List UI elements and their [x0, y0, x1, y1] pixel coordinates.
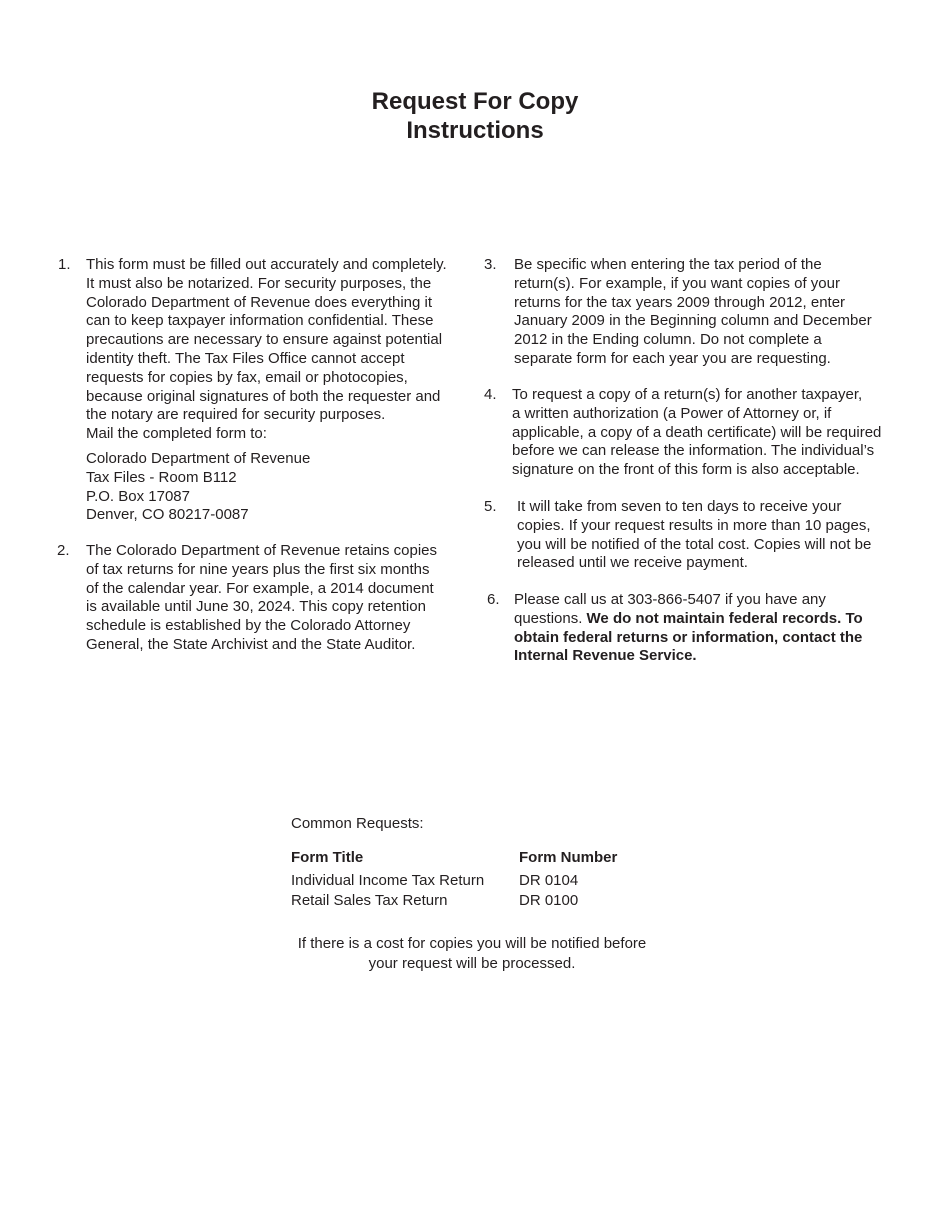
text-line: is available until June 30, 2024. This copy retention [86, 598, 426, 616]
item-number: 3. [484, 256, 497, 273]
text-line: can to keep taxpayer information confidential. These [86, 312, 434, 330]
text-line: separate form for each year you are requesting. [514, 349, 831, 367]
instruction-4-text [512, 386, 881, 480]
text-line-bold [514, 647, 863, 666]
column-header-form-title: Form Title [291, 849, 364, 866]
text-line: precautions are necessary to ensure against potential [86, 331, 443, 349]
text-line: Mail the completed form to: [86, 425, 267, 443]
text-line: schedule is established by the Colorado Attorney [86, 617, 411, 635]
text-line: January 2009 in the Beginning column and December [514, 312, 872, 330]
form-title-cell: Retail Sales Tax Return [291, 892, 448, 909]
text-plain: questions. [514, 609, 587, 627]
instruction-6-text [514, 591, 863, 666]
text-line: The Colorado Department of Revenue retains copies [86, 542, 438, 559]
text-line: Be specific when entering the tax period of the [514, 256, 822, 273]
form-title-cell: Individual Income Tax Return [291, 872, 485, 889]
text-line: before we can release the information. The individual’s [512, 442, 875, 460]
text-bold: We do not maintain federal records. To [586, 609, 863, 627]
instruction-1-text [86, 256, 447, 525]
page-title [0, 87, 950, 145]
text-line: identity theft. The Tax Files Office cannot accept [86, 349, 405, 367]
text-line: copies. If your request results in more than 10 pages, [517, 516, 871, 534]
text-line: you will be notified of the total cost. Copies will not be [517, 535, 872, 553]
text-line: Please call us at 303-866-5407 if you have any [514, 591, 826, 608]
cost-note [280, 934, 664, 973]
item-number: 5. [484, 498, 497, 515]
text-bold: obtain federal returns or information, contact the [514, 628, 863, 646]
text-line: released until we receive payment. [517, 554, 748, 572]
text-line: It must also be notarized. For security purposes, the [86, 274, 432, 292]
item-number: 6. [487, 591, 500, 608]
instruction-2-text [86, 542, 437, 655]
text-line: of tax returns for nine years plus the first six months [86, 560, 430, 578]
mailing-address [86, 450, 447, 525]
text-line: signature on the front of this form is also acceptable. [512, 461, 860, 479]
address-line: Tax Files - Room B112 [86, 468, 237, 486]
text-bold: Internal Revenue Service. [514, 647, 697, 665]
text-line: 2012 in the Ending column. Do not complete a [514, 331, 822, 349]
title-line-2: Instructions [406, 117, 544, 144]
text-line: requests for copies by fax, email or photocopies, [86, 368, 408, 386]
item-number: 4. [484, 386, 497, 403]
text-line: To request a copy of a return(s) for another taxpayer, [512, 386, 863, 403]
note-line: If there is a cost for copies you will be notified before [297, 935, 647, 952]
text-line: of the calendar year. For example, a 2014 document [86, 579, 434, 597]
text-line: returns for the tax years 2009 through 2012, enter [514, 293, 846, 311]
text-line: General, the State Archivist and the State Auditor. [86, 635, 416, 653]
address-line: Colorado Department of Revenue [86, 449, 311, 467]
item-number: 2. [57, 542, 70, 559]
text-line: It will take from seven to ten days to receive your [517, 498, 842, 515]
instruction-5-text [517, 498, 871, 573]
text-line-bold [514, 629, 863, 648]
note-line: your request will be processed. [368, 954, 576, 972]
text-line: Colorado Department of Revenue does everything it [86, 293, 433, 311]
text-line: a written authorization (a Power of Attorney or, if [512, 404, 832, 422]
column-header-form-number: Form Number [519, 849, 618, 866]
title-line-1: Request For Copy [371, 88, 579, 115]
text-line: the notary are required for security purposes. [86, 406, 386, 424]
text-line [514, 610, 863, 629]
text-line: because original signatures of both the requester and [86, 387, 441, 405]
address-line: Denver, CO 80217-0087 [86, 506, 249, 524]
text-line: applicable, a copy of a death certificate) will be required [512, 423, 882, 441]
form-number-cell: DR 0100 [519, 892, 579, 909]
form-number-cell: DR 0104 [519, 872, 579, 889]
instruction-3-text [514, 256, 872, 369]
item-number: 1. [58, 256, 71, 273]
text-line: return(s). For example, if you want copies of your [514, 274, 840, 292]
common-requests-heading: Common Requests: [291, 815, 424, 832]
address-line: P.O. Box 17087 [86, 487, 190, 505]
text-line: This form must be filled out accurately and completely. [86, 256, 447, 273]
